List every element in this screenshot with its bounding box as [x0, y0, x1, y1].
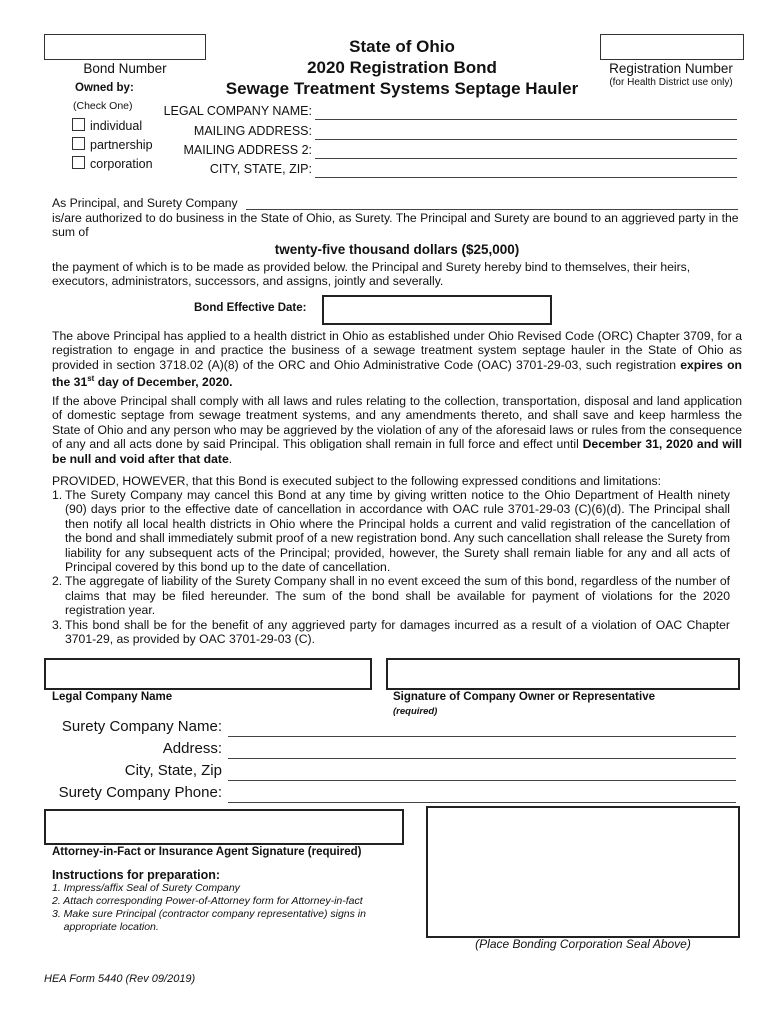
registration-number-label: Registration Number: [609, 61, 733, 76]
owned-by-label: Owned by:: [75, 82, 134, 94]
owner-signature-caption: Signature of Company Owner or Representative: [393, 691, 656, 703]
mailing-address-label: MAILING ADDRESS:: [193, 124, 312, 138]
surety-address-field[interactable]: [228, 758, 736, 759]
instruction-item: 2. Attach corresponding Power-of-Attorney form for Attorney-in-fact: [52, 895, 363, 907]
mailing-address-field[interactable]: [315, 139, 737, 140]
surety-phone-label: Surety Company Phone:: [58, 784, 222, 801]
city-state-zip-field[interactable]: [315, 177, 737, 178]
instruction-item: 3. Make sure Principal (contractor company representative) signs in: [52, 908, 366, 920]
attorney-signature-caption: Attorney-in-Fact or Insurance Agent Signature (required): [52, 846, 362, 858]
surety-company-field[interactable]: [246, 209, 738, 210]
owner-signature-box[interactable]: [386, 658, 740, 690]
mailing-address-2-label: MAILING ADDRESS 2:: [183, 143, 312, 157]
check-one-label: (Check One): [73, 100, 133, 112]
owner-option-individual[interactable]: [72, 118, 142, 133]
payment-text: the payment of which is to be made as provided below. the Principal and Surety hereby bind to themselves, their heirs, executors, administrators, successors, and assigns, jointly and severally.: [52, 260, 691, 289]
page-title-state: State of Ohio: [349, 37, 455, 56]
condition-item: 2. The aggregate of liability of the Surety Company shall in no event exceed the sum of this bond, regardless of the number of claims that may be filed hereunder. The sum of the bond shall be available for payment of violations for the 2020 registration year.: [52, 574, 730, 618]
condition-item: 3. This bond shall be for the benefit of any aggrieved party for damages incurred as a result of a violation of OAC Chapter 3701-29, as provided by OAC 3701-29-03 (C).: [52, 617, 730, 647]
bond-number-label: Bond Number: [83, 61, 167, 76]
conditions-list: [52, 488, 730, 646]
required-note: (required): [393, 706, 438, 717]
bond-effective-date-field[interactable]: [322, 295, 552, 325]
partnership-label: partnership: [90, 138, 153, 152]
partnership-checkbox[interactable]: [72, 137, 85, 150]
application-text: The above Principal has applied to a health district in Ohio as established under Ohio Revised Code (ORC) Chapter 3709, for a registration to engage in and practice the business of a sewage treatment system septage hauler in the State of Ohio as provided in section 3718.02 (A)(8) of the ORC and Ohio Administrative Code (OAC) 3701-29-03, such registration: [52, 329, 742, 372]
compliance-paragraph: If the above Principal shall comply with all laws and rules relating to the collection, transportation, disposal and land application of domestic septage from sewage treatment systems, and any amendments thereto, and shall save and keep harmless the State of Ohio and any person who may be aggrieved by the violation of any of the aforesaid laws or rules from the consequence of any and all acts done by said Principal. This obligation shall remain in full force and effect until December 31, 2020 and will be null and void after that date.: [52, 394, 743, 466]
legal-company-name-field[interactable]: [315, 119, 737, 120]
surety-city-label: City, State, Zip: [124, 762, 222, 779]
surety-address-label: Address:: [162, 740, 222, 757]
surety-authorization-text: is/are authorized to do business in the State of Ohio, as Surety. The Principal and Surety are bound to an aggrieved party in the sum of: [52, 211, 739, 240]
surety-name-label: Surety Company Name:: [61, 718, 222, 735]
page-title-bond: 2020 Registration Bond: [307, 58, 497, 77]
principal-intro: As Principal, and Surety Company: [52, 196, 238, 210]
expiry-text: expires on the 31st day of December, 2020.: [52, 357, 742, 390]
registration-note: (for Health District use only): [609, 77, 733, 88]
instruction-item: 1. Impress/affix Seal of Surety Company: [52, 882, 240, 894]
page-title-hauler: Sewage Treatment Systems Septage Hauler: [225, 79, 579, 98]
individual-checkbox[interactable]: [72, 118, 85, 131]
corporation-label: corporation: [90, 157, 153, 171]
mailing-address-2-field[interactable]: [315, 158, 737, 159]
corporation-checkbox[interactable]: [72, 156, 85, 169]
individual-label: individual: [90, 119, 143, 133]
bond-number-field[interactable]: [44, 34, 206, 60]
instructions-heading: Instructions for preparation:: [52, 868, 221, 882]
application-paragraph: [52, 329, 742, 390]
bond-effective-date-label: Bond Effective Date:: [194, 302, 307, 314]
surety-city-field[interactable]: [228, 780, 736, 781]
provided-however-text: PROVIDED, HOWEVER, that this Bond is executed subject to the following expressed conditions and limitations:: [52, 474, 661, 488]
city-state-zip-label: CITY, STATE, ZIP:: [209, 162, 312, 176]
legal-company-name-caption: Legal Company Name: [52, 691, 173, 703]
legal-company-name-label: LEGAL COMPANY NAME:: [163, 104, 312, 118]
registration-number-field[interactable]: [600, 34, 744, 60]
condition-item: 1. The Surety Company may cancel this Bond at any time by giving written notice to the Ohio Department of Health ninety (90) days prior to the effective date of cancellation in accordance with OAC rule 3701-29-03 (C)(6)(d). The Principal shall then notify all local health districts in Ohio where the Principal holds a current and valid registration of the cancellation of the bond and shall immediately submit proof of a new registration bond. Any such cancellation shall release the Surety from liability for any subsequent acts of the Principal; provided, however, the Surety shall remain liable for any and all acts of Principal covered by this bond up to the date of cancellation.: [52, 488, 730, 575]
form-number: HEA Form 5440 (Rev 09/2019): [44, 973, 196, 985]
seal-caption: (Place Bonding Corporation Seal Above): [475, 937, 691, 951]
void-date-text: December 31, 2020 and will be null and void after that date: [52, 437, 743, 466]
seal-box[interactable]: [426, 806, 740, 938]
bond-amount: twenty-five thousand dollars ($25,000): [274, 242, 520, 257]
surety-name-field[interactable]: [228, 736, 736, 737]
legal-company-name-box[interactable]: [44, 658, 372, 690]
instruction-item: appropriate location.: [52, 921, 159, 933]
compliance-text: If the above Principal shall comply with all laws and rules relating to the collection, transportation, disposal and land application of domestic septage from sewage treatment systems, and any amendments thereto, and shall save and keep harmless the State of Ohio and any person who may be aggrieved by the violation of any of the aforesaid laws or rules from the consequence of any and all acts done by said Principal. This obligation shall remain in full force and effect until: [52, 394, 742, 452]
attorney-signature-box[interactable]: [44, 809, 404, 845]
surety-phone-field[interactable]: [228, 802, 736, 803]
